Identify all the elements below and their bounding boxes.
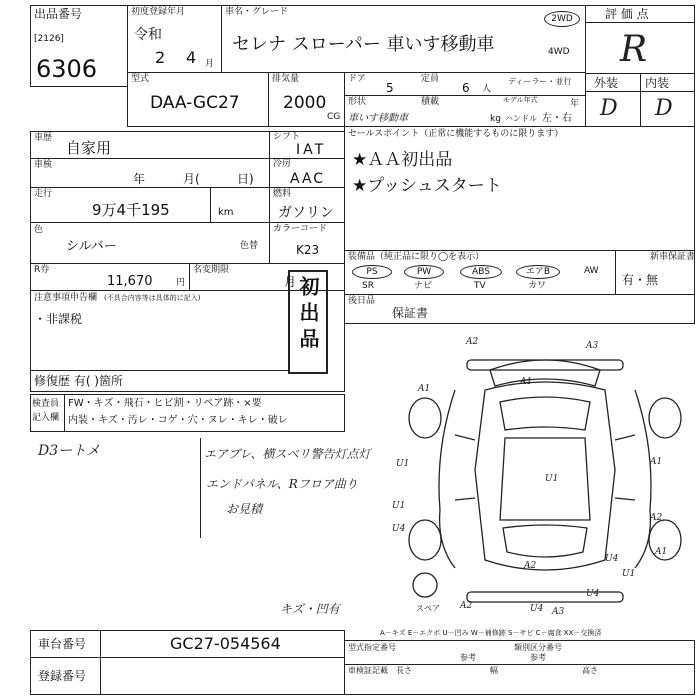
history-label: 車歴 — [34, 133, 53, 143]
ac-value: AAC — [290, 171, 326, 187]
notes-sub: (不具合内容等は具体的に記入) — [104, 294, 201, 302]
handle-value: 左・右 — [542, 113, 572, 124]
lot-number: 6306 — [36, 55, 98, 83]
fuel-value: ガソリン — [278, 205, 334, 221]
mileage-label: 走行 — [34, 189, 53, 199]
sales-label: セールスポイント（正常に機能するものに限ります） — [348, 129, 564, 139]
model-year-label: モデル年式 — [503, 96, 538, 104]
damage-mark-3: A1 — [520, 377, 533, 387]
displacement-unit: CG — [327, 112, 341, 122]
model-year-unit: 年 — [570, 99, 580, 109]
recycle-unit: 円 — [176, 278, 186, 288]
shape-label: 形状 — [348, 97, 367, 107]
damage-legend: A－キズ E－エクボ U－凹み W－補修跡 S－サビ C－腐食 XX－交換済 — [380, 629, 602, 637]
notes-line1: ・非課税 — [34, 312, 83, 326]
grade-ext-label: 外装 — [594, 76, 619, 90]
height-label: 高さ — [582, 666, 598, 675]
dealer-label: ディーラー・並行 — [508, 77, 572, 86]
cert-label: 車検証記載 — [348, 666, 388, 675]
model-label: 型式 — [131, 74, 150, 84]
equip-sr: SR — [362, 281, 374, 291]
color-code: K23 — [296, 243, 320, 257]
displacement-label: 排気量 — [272, 74, 300, 84]
shift-value: IAT — [296, 142, 327, 158]
sales-point-1: ★ＡＡ初出品 — [352, 150, 453, 170]
damage-mark-15: A2 — [460, 601, 473, 611]
hand-note-1: D3ートメ — [38, 443, 100, 459]
equip-leather: カワ — [528, 281, 547, 291]
class-num-label: 類別区分番号 — [514, 643, 562, 652]
damage-mark-7: U4 — [392, 524, 406, 534]
grade-int-label: 内装 — [645, 76, 670, 90]
grade-int: D — [655, 96, 673, 121]
first-listing-text: 初出品 — [296, 276, 320, 354]
first-reg-month: 4 — [186, 48, 197, 67]
color-change-label: 色替 — [240, 241, 259, 251]
first-reg-label: 初度登録年月 — [131, 7, 186, 17]
car-name: セレナ スローパー 車いす移動車 — [232, 34, 495, 55]
inspector-label-1: 検査員 — [32, 399, 60, 409]
damage-mark-14: U4 — [530, 604, 544, 614]
shape-value: 車いす移動車 — [348, 113, 408, 124]
tax-unit: 月 — [284, 275, 297, 289]
hand-note-5: キズ・凹有 — [280, 602, 340, 616]
doors-value: 5 — [386, 81, 394, 95]
model-num-label: 型式指定番号 — [348, 643, 396, 652]
color-label: 色 — [34, 225, 44, 235]
attached-value: 保証書 — [392, 306, 429, 320]
warranty-label: 新車保証書 — [650, 252, 696, 262]
color-value: シルバー — [66, 239, 117, 254]
damage-mark-17: A1 — [418, 384, 431, 394]
recycle-label: R券 — [34, 265, 50, 275]
inspector-row-2: 内装・キズ・汚レ・コゲ・穴・ヌレ・キレ・破レ — [68, 415, 288, 426]
seats-unit: 人 — [482, 84, 492, 94]
chassis-value: GC27-054564 — [170, 634, 281, 653]
inspection-day: 日) — [237, 172, 254, 186]
damage-mark-16: A3 — [552, 607, 565, 617]
inspection-month: 月( — [183, 172, 200, 186]
registration-label: 登録番号 — [38, 669, 87, 683]
warranty-value: 有・無 — [622, 273, 659, 287]
inspector-label-2: 記入欄 — [32, 413, 60, 423]
damage-mark-10: A2 — [650, 513, 663, 523]
notes-label: 注意事項申告欄 — [34, 293, 98, 303]
equip-tv: TV — [474, 281, 486, 291]
recycle-value: 11,670 — [107, 274, 153, 289]
lot-code: [2126] — [34, 34, 64, 44]
inspection-label: 車検 — [34, 160, 53, 170]
equip-pw: PW — [404, 265, 444, 279]
seats-label: 定員 — [421, 74, 440, 84]
damage-mark-9: A1 — [650, 457, 663, 467]
hand-note-3: エンドパネル、Rフロア曲り — [206, 477, 358, 491]
first-reg-year: 2 — [155, 48, 166, 67]
first-reg-month-unit: 月 — [205, 59, 215, 69]
hand-note-2: エアブレ、横スベリ警告灯点灯 — [204, 447, 371, 461]
damage-mark-5: U1 — [545, 474, 559, 484]
damage-mark-8: A2 — [524, 561, 537, 571]
drive-2wd: 2WD — [544, 11, 580, 27]
damage-mark-11: A1 — [655, 547, 668, 557]
chassis-label: 車台番号 — [38, 637, 87, 651]
displacement-value: 2000 — [283, 93, 327, 113]
damage-mark-18: U4 — [605, 554, 619, 564]
ref-label-2: 参考 — [530, 653, 546, 662]
ac-label: 冷房 — [273, 159, 292, 169]
damage-mark-13: U4 — [586, 589, 600, 599]
equip-navi: ナビ — [414, 281, 433, 291]
ref-label-1: 参考 — [460, 653, 476, 662]
damage-mark-6: U1 — [392, 501, 406, 511]
equip-aw: AW — [584, 266, 599, 276]
car-name-label: 車名・グレード — [225, 7, 289, 17]
attached-label: 後日品 — [348, 296, 376, 306]
doors-label: ドア — [348, 74, 366, 84]
seats-value: 6 — [462, 81, 470, 95]
damage-mark-1: A2 — [466, 337, 479, 347]
tax-label: 名変期限 — [193, 265, 230, 275]
spare-label: スペア — [416, 604, 440, 613]
equip-abs: ABS — [460, 265, 502, 279]
inspector-row-1: FW・キズ・飛石・ヒビ割・リペア跡・×要 — [68, 398, 262, 409]
equip-ps: PS — [352, 265, 392, 279]
grade-ext: D — [600, 96, 618, 121]
inspection-year: 年 — [133, 172, 146, 186]
fuel-label: 燃料 — [273, 189, 292, 199]
color-code-label: カラーコード — [273, 224, 328, 234]
history-value: 自家用 — [66, 139, 112, 157]
handle-label: ハンドル — [505, 114, 537, 123]
first-reg-era: 令和 — [134, 27, 162, 43]
notes-repair: 修復歴 有( )箇所 — [34, 374, 123, 388]
width-label: 幅 — [490, 666, 498, 675]
equip-airbag: エアB — [516, 265, 560, 279]
damage-mark-12: U1 — [622, 569, 636, 579]
damage-mark-4: U1 — [396, 459, 410, 469]
load-label: 積載 — [421, 97, 440, 107]
lot-label: 出品番号 — [34, 7, 83, 21]
model-value: DAA-GC27 — [150, 93, 240, 113]
grade-value: R — [620, 29, 648, 70]
load-unit: kg — [490, 114, 501, 124]
length-label: 長さ — [396, 666, 412, 675]
mileage-unit: km — [218, 207, 234, 218]
damage-mark-2: A3 — [586, 341, 599, 351]
inspection-box — [30, 158, 270, 188]
shift-label: シフト — [273, 132, 301, 142]
equipment-label: 装備品（純正品に限り◯を表示） — [348, 252, 485, 262]
grade-label: 評 価 点 — [605, 7, 649, 21]
sales-point-2: ★プッシュスタート — [352, 176, 502, 196]
hand-note-4: お見積 — [226, 502, 263, 516]
mileage-value: 9万4千195 — [92, 201, 170, 219]
drive-4wd: 4WD — [548, 47, 570, 57]
